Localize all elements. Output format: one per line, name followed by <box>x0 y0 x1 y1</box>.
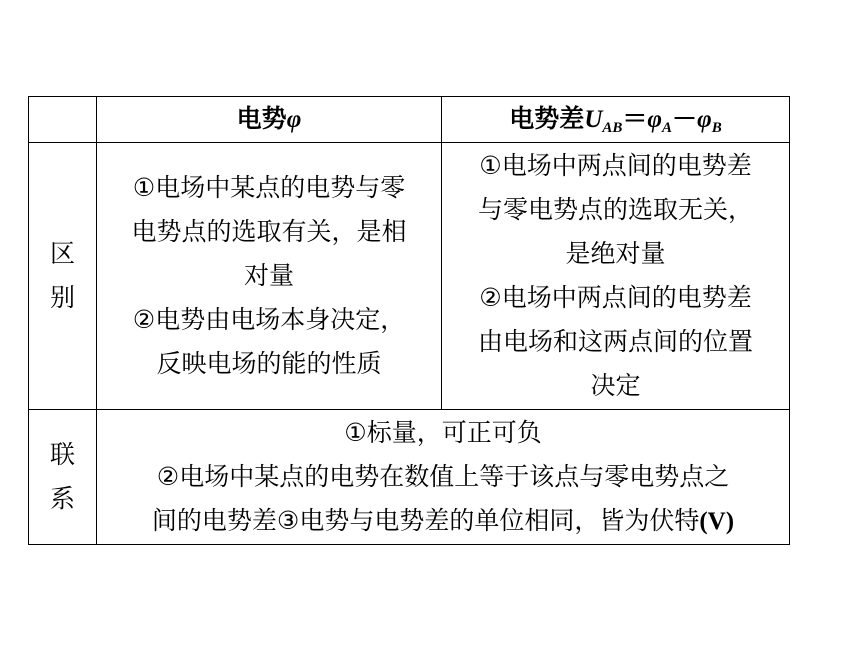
potential-symbol: φ <box>286 106 302 133</box>
phi-b-sub: B <box>711 120 722 136</box>
connection-row <box>29 410 790 545</box>
equals-sign: ＝ <box>622 104 648 133</box>
potential-difference-cell: ①电场中某点的电势与零 电势点的选取有关，是相 对量 ②电势由电场本身决定， 反映电场的能的性质 <box>97 143 442 410</box>
phi-a-sub: A <box>662 120 673 136</box>
unit-volt: (V) <box>699 507 735 535</box>
difference-label: 区 别 <box>29 143 97 410</box>
connection-label: 联 系 <box>29 410 97 545</box>
minus-sign: － <box>672 104 698 133</box>
diff-difference-cell: ①电场中两点间的电势差 与零电势点的选取无关， 是绝对量 ②电场中两点间的电势差 由电场和这两点间的位置 决定 <box>442 143 790 410</box>
diff-label: 电势差 <box>509 104 585 133</box>
header-potential <box>97 97 442 143</box>
diff-symbol: U <box>584 106 603 133</box>
connection-line-3: 间的电势差③电势与电势差的单位相同，皆为伏特 <box>151 505 700 535</box>
phi-b-symbol: φ <box>697 106 712 133</box>
header-potential-difference <box>442 97 790 143</box>
diff-symbol-sub: AB <box>602 120 623 136</box>
header-row <box>29 97 790 143</box>
potential-label: 电势 <box>236 104 287 133</box>
comparison-table <box>28 96 790 545</box>
connection-cell: ①标量，可正可负 ②电场中某点的电势在数值上等于该点与零电势点之 间的电势差③电势与电势差的单位相同，皆为伏特(V) <box>97 410 790 545</box>
difference-row <box>29 143 790 410</box>
header-empty-cell <box>29 97 97 143</box>
phi-a-symbol: φ <box>647 106 663 133</box>
